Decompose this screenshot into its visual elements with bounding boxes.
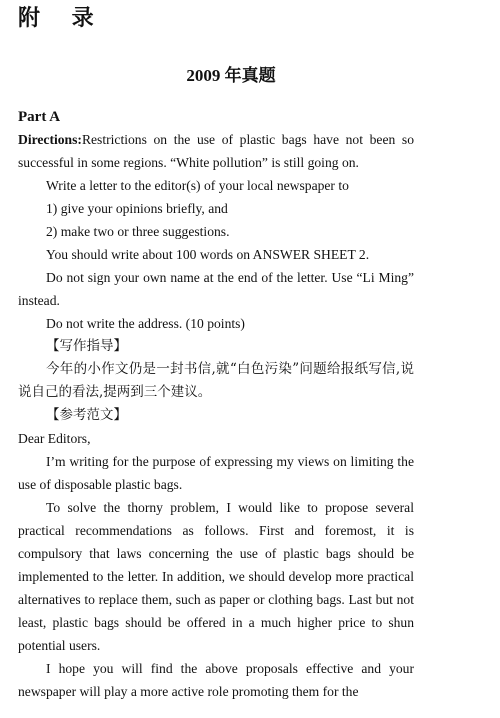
sample-paragraph: I’m writing for the purpose of expressing my views on limiting the use of disposable plastic bags.: [18, 454, 414, 492]
instruction-line: 1) give your opinions briefly, and: [46, 201, 228, 216]
instruction-line: Do not write the address. (10 points): [46, 316, 245, 331]
guide-text: 今年的小作文仍是一封书信,就“白色污染”问题给报纸写信,说说自己的看法,提两到三个建议。: [18, 361, 414, 400]
instruction-line: 2) make two or three suggestions.: [46, 224, 230, 239]
instruction-line: Do not sign your own name at the end of the letter. Use “Li Ming” instead.: [18, 270, 414, 308]
instruction-line: You should write about 100 words on ANSWER SHEET 2.: [46, 247, 370, 262]
sample-heading: 【参考范文】: [46, 407, 127, 423]
instruction-line: Write a letter to the editor(s) of your local newspaper to: [46, 178, 349, 193]
salutation: Dear Editors,: [18, 431, 91, 446]
directions-text: Restrictions on the use of plastic bags have not been so successful in some regions. “White pollution” is still going on.: [18, 132, 414, 170]
sample-paragraph: I hope you will find the above proposals effective and your newspaper will play a more active role promoting them for the: [18, 661, 414, 699]
appendix-title: 附 录: [18, 5, 106, 31]
exam-title: 2009 年真题: [186, 66, 276, 85]
directions-paragraph: [18, 128, 414, 174]
part-title: Part A: [18, 109, 61, 125]
directions-separator: :: [77, 132, 82, 147]
guide-heading: 【写作指导】: [46, 338, 127, 354]
directions-label: Directions: [18, 132, 78, 147]
sample-paragraph: To solve the thorny problem, I would like to propose several practical recommendations as follows. First and foremost, it is compulsory that laws concerning the use of plastic bags should be implemented to the letter. In addition, we should develop more practical alternatives to replace them, such as paper or clothing bags. Last but not least, plastic bags should be offered in a much higher price to shun potential users.: [18, 500, 414, 653]
